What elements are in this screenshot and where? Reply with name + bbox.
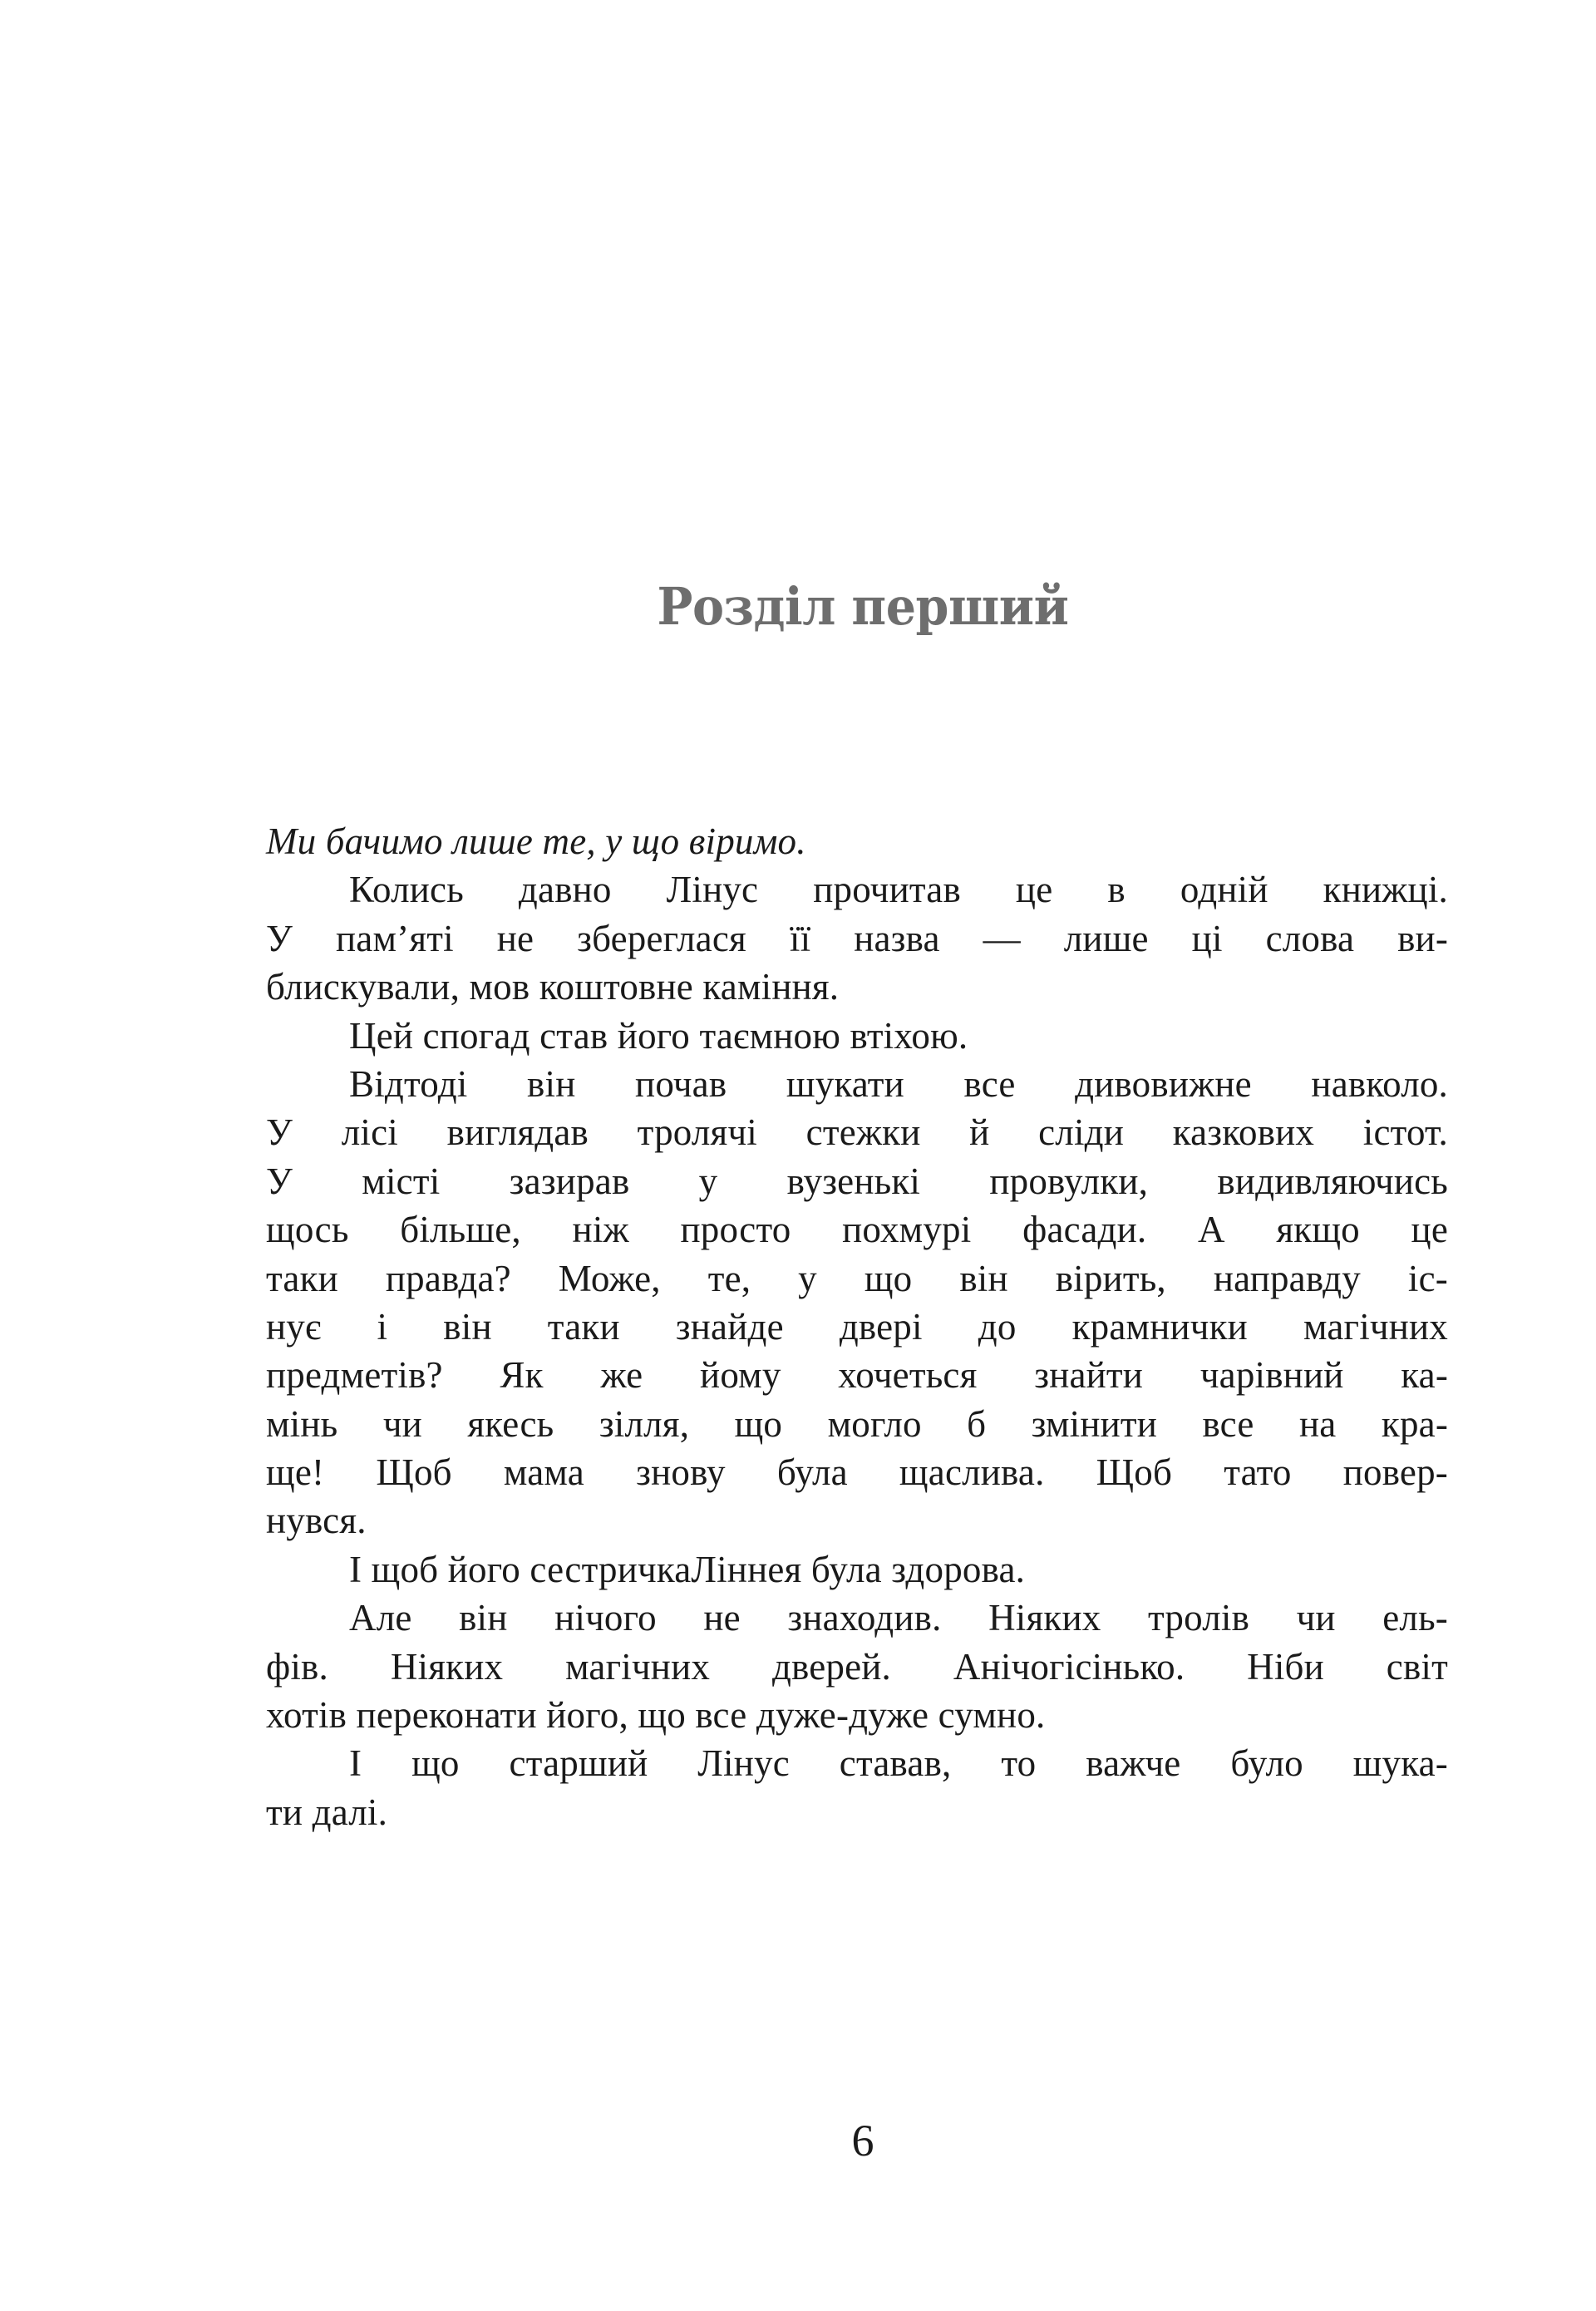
text-line: предметів? Як же йому хочеться знайти чарівний ка-: [266, 1354, 1448, 1397]
text-line: У місті зазирав у вузенькі провулки, видивляючись: [266, 1160, 1448, 1202]
text-line: таки правда? Може, те, у що він вірить, направду іс-: [266, 1257, 1448, 1299]
text-line: мінь чи якесь зілля, що могло б змінити все на кра-: [266, 1402, 1448, 1445]
text-line: У пам’яті не збереглася її назва — лише ці слова ви-: [266, 917, 1448, 959]
chapter-title: Розділ перший: [657, 575, 1069, 637]
text-line: фів. Ніяких магічних дверей. Анічогісінько. Ніби світ: [266, 1645, 1448, 1688]
epigraph: Ми бачимо лише те, у що віримо.: [266, 820, 806, 862]
text-line: блискували, мов коштовне каміння.: [266, 966, 840, 1008]
text-line: Колись давно Лінус прочитав це в одній книжці.: [349, 869, 1448, 911]
text-line: І що старший Лінус ставав, то важче було шука-: [349, 1742, 1448, 1785]
text-line: нує і він таки знайде двері до крамнички магічних: [266, 1305, 1448, 1348]
text-line: Цей спогад став його таємною втіхою.: [349, 1014, 968, 1057]
page-number: 6: [851, 2116, 874, 2166]
text-line: ти далі.: [266, 1791, 388, 1833]
text-line: Але він нічого не знаходив. Ніяких тролів чи ель-: [349, 1597, 1448, 1639]
text-line: ще! Щоб мама знову була щаслива. Щоб тато повер-: [266, 1451, 1448, 1494]
text-line: нувся.: [266, 1500, 367, 1542]
chapter-body: [266, 817, 1448, 1836]
text-line: хотів переконати його, що все дуже-дуже сумно.: [266, 1694, 1046, 1737]
text-line: щось більше, ніж просто похмурі фасади. А якщо це: [266, 1209, 1448, 1251]
text-line: І щоб його сестричкаЛіннея була здорова.: [349, 1548, 1026, 1590]
text-line: Відтоді він почав шукати все дивовижне навколо.: [349, 1062, 1448, 1105]
text-line: У лісі виглядав тролячі стежки й сліди казкових істот.: [266, 1111, 1448, 1154]
